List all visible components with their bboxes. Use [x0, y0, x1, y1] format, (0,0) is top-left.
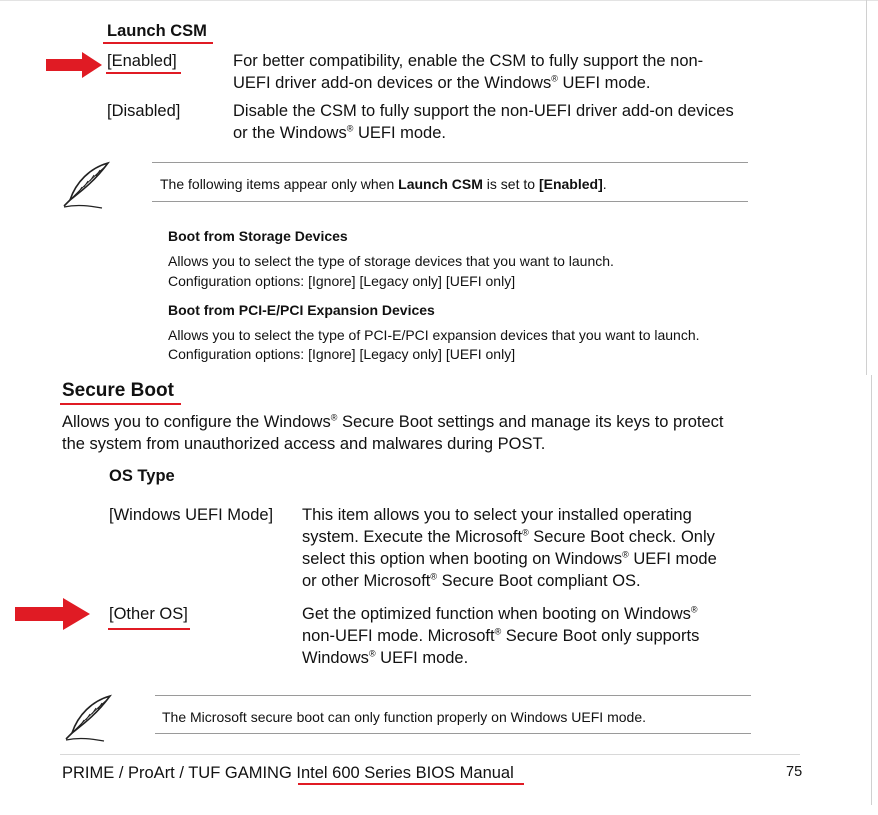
option-other-os-desc-3: Windows® UEFI mode. — [302, 648, 469, 667]
boot-storage-title: Boot from Storage Devices — [168, 228, 348, 244]
page-number: 75 — [786, 764, 803, 780]
page-right-edge-lower — [871, 375, 872, 805]
option-enabled-value: [Enabled] — [107, 52, 177, 70]
footer-manual-underline — [298, 783, 524, 785]
option-other-os-value: [Other OS] — [109, 605, 188, 623]
page-right-edge — [866, 0, 867, 375]
note1-top-rule — [152, 162, 748, 163]
option-disabled-value: [Disabled] — [107, 102, 181, 120]
boot-pcie-desc: Allows you to select the type of PCI-E/PCI expansion devices that you want to launch. — [168, 327, 700, 343]
os-type-title: OS Type — [109, 467, 175, 485]
option-other-os-underline — [108, 628, 190, 630]
option-windows-uefi-desc-4: or other Microsoft® Secure Boot compliant OS. — [302, 571, 641, 590]
feather-note-icon — [62, 693, 116, 745]
boot-pcie-title: Boot from PCI-E/PCI Expansion Devices — [168, 302, 435, 318]
footer-manual-name: Intel 600 Series BIOS Manual — [296, 764, 514, 782]
option-windows-uefi-desc-2: system. Execute the Microsoft® Secure Boot check. Only — [302, 527, 715, 546]
secure-boot-title: Secure Boot — [62, 380, 174, 401]
feather-note-icon — [60, 160, 114, 212]
footer-rule — [60, 754, 800, 755]
note2-top-rule — [155, 695, 751, 696]
boot-storage-desc: Allows you to select the type of storage devices that you want to launch. — [168, 253, 614, 269]
note2-text: The Microsoft secure boot can only function properly on Windows UEFI mode. — [162, 709, 646, 725]
option-enabled-underline — [106, 72, 181, 74]
secure-boot-desc-1: Allows you to configure the Windows® Secure Boot settings and manage its keys to protect — [62, 412, 724, 431]
footer-title: PRIME / ProArt / TUF GAMING Intel 600 Series BIOS Manual — [62, 764, 514, 782]
option-windows-uefi-desc-1: This item allows you to select your installed operating — [302, 506, 692, 524]
right-arrow-icon — [46, 52, 102, 78]
option-disabled-desc-2: or the Windows® UEFI mode. — [233, 123, 446, 142]
option-enabled-desc-1: For better compatibility, enable the CSM to fully support the non- — [233, 52, 704, 70]
secure-boot-desc-2: the system from unauthorized access and malwares during POST. — [62, 435, 546, 453]
secure-boot-title-underline — [60, 403, 181, 405]
option-other-os-desc-1: Get the optimized function when booting on Windows® — [302, 604, 698, 623]
page-top-edge — [0, 0, 878, 1]
option-windows-uefi-desc-3: select this option when booting on Windows® UEFI mode — [302, 549, 717, 568]
launch-csm-title-underline — [103, 42, 213, 44]
launch-csm-title: Launch CSM — [107, 22, 207, 40]
boot-pcie-options: Configuration options: [Ignore] [Legacy only] [UEFI only] — [168, 346, 516, 362]
option-enabled-desc-2: UEFI driver add-on devices or the Windows® UEFI mode. — [233, 73, 651, 92]
option-windows-uefi-value: [Windows UEFI Mode] — [109, 506, 274, 524]
option-disabled-desc-1: Disable the CSM to fully support the non-UEFI driver add-on devices — [233, 102, 734, 120]
note1-bottom-rule — [152, 201, 748, 202]
boot-storage-options: Configuration options: [Ignore] [Legacy only] [UEFI only] — [168, 273, 516, 289]
note1-text: The following items appear only when Launch CSM is set to [Enabled]. — [160, 176, 607, 192]
option-other-os-desc-2: non-UEFI mode. Microsoft® Secure Boot only supports — [302, 626, 700, 645]
note2-bottom-rule — [155, 733, 751, 734]
right-arrow-icon — [15, 598, 90, 630]
